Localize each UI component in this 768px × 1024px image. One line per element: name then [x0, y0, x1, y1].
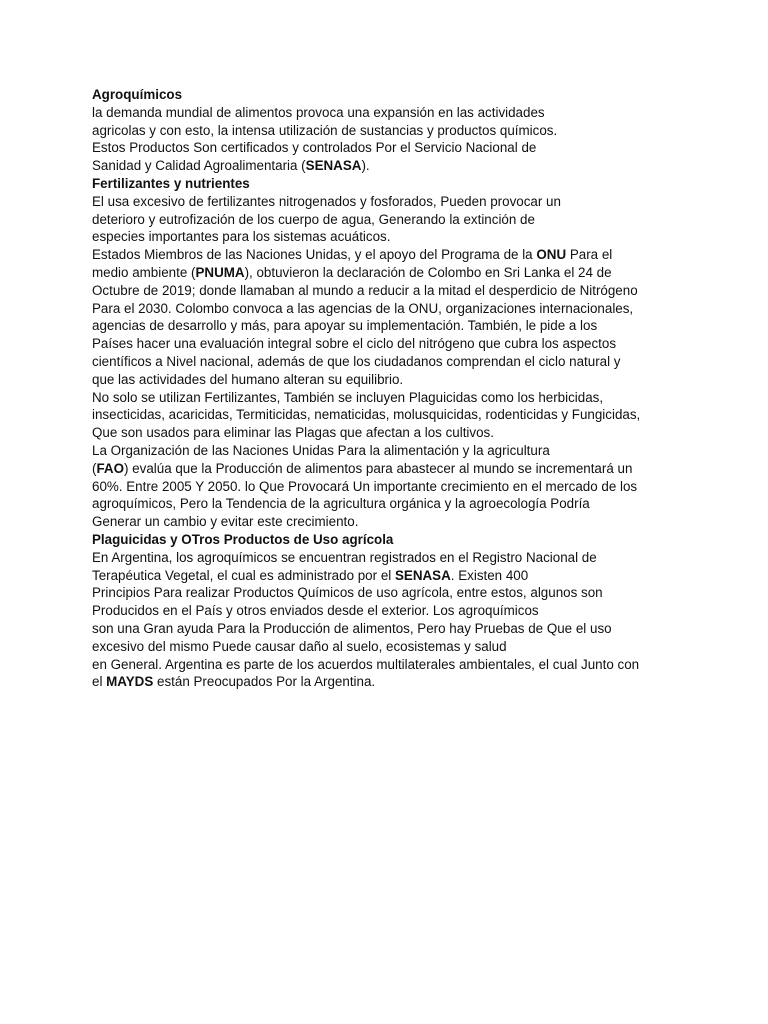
text-line: Estos Productos Son certificados y controlados Por el Servicio Nacional de [92, 140, 537, 156]
text-line: En Argentina, los agroquímicos se encuentran registrados en el Registro Nacional de [92, 549, 597, 565]
text-line [92, 567, 692, 585]
text-fragment: Para el [566, 247, 613, 263]
bold-term: MAYDS [106, 674, 154, 690]
text-fragment: Terapéutica Vegetal, el cual es administrado por el [92, 567, 395, 583]
section-plaguicidas [92, 531, 692, 691]
section-heading: Fertilizantes y nutrientes [92, 175, 250, 191]
text-line: agencias de desarrollo y más, para apoyar su implementación. También, le pide a los [92, 318, 598, 334]
text-line [92, 264, 692, 282]
text-line [92, 673, 692, 691]
bold-term: SENASA [305, 158, 362, 174]
section-fertilizantes [92, 175, 692, 531]
section-heading: Agroquímicos [92, 87, 183, 102]
text-fragment: . Existen 400 [450, 567, 529, 583]
text-line: agroquímicos, Pero la Tendencia de la agricultura orgánica y la agroecología Podría [92, 496, 590, 512]
document-page [92, 86, 692, 691]
text-fragment: Sanidad y Calidad Agroalimentaria ( [92, 158, 306, 174]
text-line: Para el 2030. Colombo convoca a las agencias de la ONU, organizaciones internacionales, [92, 300, 634, 316]
text-line: Principios Para realizar Productos Químicos de uso agrícola, entre estos, algunos son [92, 585, 603, 601]
text-line [92, 157, 692, 175]
bold-term: FAO [96, 460, 124, 476]
text-line: 60%. Entre 2005 Y 2050. lo Que Provocará Un importante crecimiento en el mercado de los [92, 478, 638, 494]
text-fragment: Estados Miembros de las Naciones Unidas, y el apoyo del Programa de la [92, 247, 537, 263]
section-agroquimicos [92, 86, 692, 175]
text-line: insecticidas, acaricidas, Termiticidas, nematicidas, molusquicidas, rodenticidas y Fungicidas, [92, 407, 641, 423]
text-line: deterioro y eutrofización de los cuerpo de agua, Generando la extinción de [92, 211, 535, 227]
text-line: excesivo del mismo Puede causar daño al suelo, ecosistemas y salud [92, 638, 507, 654]
text-line: El usa excesivo de fertilizantes nitrogenados y fosforados, Pueden provocar un [92, 193, 561, 209]
text-line: Generar un cambio y evitar este crecimiento. [92, 514, 359, 530]
text-fragment: el [92, 674, 107, 690]
text-fragment: ). [361, 158, 370, 174]
text-line: científicos a Nivel nacional, además de que los ciudadanos comprendan el ciclo natural y [92, 353, 621, 369]
text-line: La Organización de las Naciones Unidas Para la alimentación y la agricultura [92, 442, 550, 458]
text-fragment: medio ambiente ( [92, 264, 196, 280]
text-fragment: están Preocupados Por la Argentina. [153, 674, 376, 690]
bold-term: PNUMA [195, 264, 245, 280]
text-line: agricolas y con esto, la intensa utilización de sustancias y productos químicos. [92, 122, 558, 138]
text-line: que las actividades del humano alteran su equilibrio. [92, 371, 404, 387]
text-line: especies importantes para los sistemas acuáticos. [92, 229, 391, 245]
text-fragment: ), obtuvieron la declaración de Colombo en Sri Lanka el 24 de [244, 264, 612, 280]
text-line: No solo se utilizan Fertilizantes, También se incluyen Plaguicidas como los herbicidas, [92, 389, 604, 405]
text-line: son una Gran ayuda Para la Producción de alimentos, Pero hay Pruebas de Que el uso [92, 620, 612, 636]
text-line: la demanda mundial de alimentos provoca una expansión en las actividades [92, 104, 545, 120]
text-line: en General. Argentina es parte de los acuerdos multilaterales ambientales, el cual Junto con [92, 656, 640, 672]
text-line: Producidos en el País y otros enviados desde el exterior. Los agroquímicos [92, 603, 539, 619]
text-line [92, 246, 692, 264]
section-heading: Plaguicidas y OTros Productos de Uso agrícola [92, 531, 394, 547]
text-line: Países hacer una evaluación integral sobre el ciclo del nitrógeno que cubra los aspectos [92, 336, 617, 352]
bold-term: ONU [536, 247, 567, 263]
text-fragment: ) evalúa que la Producción de alimentos para abastecer al mundo se incrementará un [124, 460, 633, 476]
text-line: Octubre de 2019; donde llamaban al mundo a reducir a la mitad el desperdicio de Nitrógeno [92, 282, 638, 298]
bold-term: SENASA [394, 567, 451, 583]
text-fragment: ( [92, 460, 97, 476]
text-line: Que son usados para eliminar las Plagas que afectan a los cultivos. [92, 425, 494, 441]
text-line [92, 460, 692, 478]
